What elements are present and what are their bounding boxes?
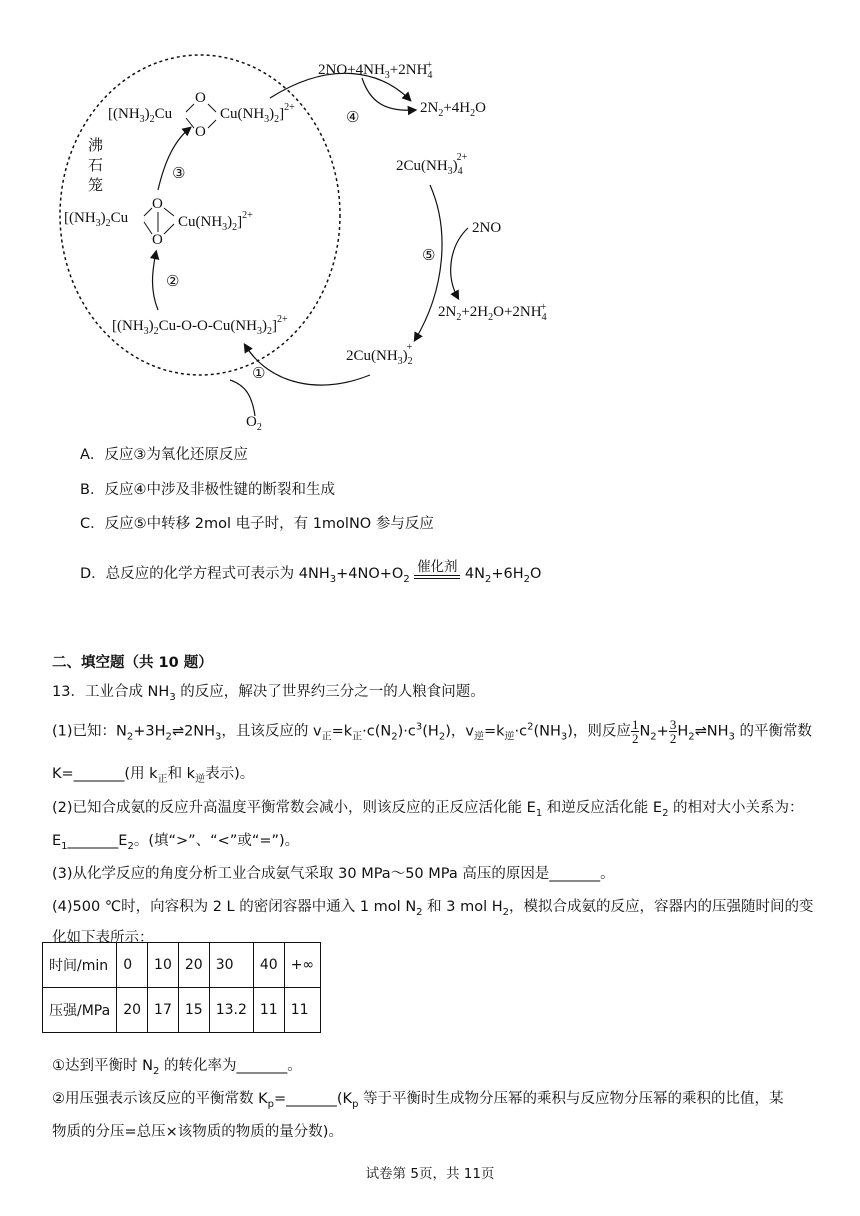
table-cell: 17 xyxy=(148,988,179,1033)
q13-stem: 13．工业合成 $NH_3$ 的反应，解决了世界约三分之一的人粮食问题。 xyxy=(52,684,485,703)
bond-line xyxy=(186,104,194,112)
cage-label-3: 笼 xyxy=(88,176,104,194)
bond-line xyxy=(164,224,174,234)
step-1-label: ① xyxy=(252,366,266,382)
step-3-label: ③ xyxy=(172,166,186,182)
arrow-step5-side xyxy=(451,228,468,298)
step-4-label: ④ xyxy=(346,110,360,126)
mechanism-svg xyxy=(40,40,600,440)
table-cell: 20 xyxy=(178,943,209,988)
table-cell: 0 xyxy=(117,943,148,988)
table-cell: 时间/min xyxy=(43,943,117,988)
mid-dimer-left: [$(NH_3)_2Cu$ xyxy=(64,210,129,229)
q13-part2-line2: $E_1\_\_\_\_\_\_\_E_2$。(填“>”、“<”或“=”)。 xyxy=(52,833,300,852)
page-footer: 试卷第 5页，共 11页 xyxy=(365,1166,495,1182)
mid-dimer-right: $Cu(NH_3)_2]^{2+}$ xyxy=(178,210,253,233)
q13-sub2-line1: ②用压强表示该反应的平衡常数 $K_p=\_\_\_\_\_\_\_(K_p$ 等于平衡时生成物分压幂的乘积与反应物分压幂的乘积的比值，某 xyxy=(52,1091,784,1110)
table-row xyxy=(43,943,321,988)
input-step5: 2NO xyxy=(472,220,502,236)
arrow-step4-side xyxy=(362,78,415,110)
input-step4: $2NO+4NH_3+2NH_4+$ xyxy=(318,60,433,81)
table-cell: 20 xyxy=(117,988,148,1033)
bond-line xyxy=(208,120,216,128)
bond-line xyxy=(186,118,194,128)
output-step5: $2N_2+2H_2O+2NH_4+$ xyxy=(438,302,547,323)
step-5-label: ⑤ xyxy=(422,248,436,264)
o-atom-mid-a: O xyxy=(152,196,163,212)
top-dimer-right: $Cu(NH_3)_2]^{2+}$ xyxy=(220,102,295,125)
option-d-suffix: $4N_2+6H_2O$ xyxy=(464,566,542,585)
bond-line xyxy=(144,222,152,234)
arrow-o2 xyxy=(230,380,255,416)
q13-sub2-line2: 物质的分压=总压×该物质的物质的量分数)。 xyxy=(52,1124,343,1140)
table-cell: 11 xyxy=(284,988,320,1033)
output-step4: $2N_2+4H_2O$ xyxy=(420,100,486,119)
mechanism-diagram xyxy=(40,40,600,440)
pressure-time-table xyxy=(42,942,321,1033)
section-title: 二、填空题（共 10 题） xyxy=(52,655,213,671)
table-cell: 13.2 xyxy=(209,988,253,1033)
bond-line xyxy=(164,208,174,216)
table-cell: 15 xyxy=(178,988,209,1033)
peroxo-complex: $[(NH_3)_2Cu-O-O-Cu(NH_3)_2]^{2+}$ xyxy=(112,314,288,337)
q13-part3: (3)从化学反应的角度分析工业合成氨气采取 30 MPa～50 MPa 高压的原因是_______。 xyxy=(52,866,615,882)
catalyst-equals xyxy=(414,558,460,585)
table-cell: 40 xyxy=(253,943,284,988)
o2-label: $O_2$ xyxy=(246,414,262,433)
catalyst-label: 催化剂 xyxy=(417,558,458,575)
option-a: A．反应③为氧化还原反应 xyxy=(80,447,248,463)
q13-part4-line2: 化如下表所示： xyxy=(52,930,154,946)
q13-part2-line1: (2)已知合成氨的反应升高温度平衡常数会减小，则该反应的正反应活化能 $E_1$ 和逆反应活化能 $E_2$ 的相对大小关系为： xyxy=(52,800,804,819)
q13-part1-line1: (1)已知：$N_2+3H_2\rightleftharpoons 2NH_3$，且该反应的 $v_正=k_正\cdot c(N_2)\cdot c^3(H_2)$，$v_逆=k_逆\cdot c^2(NH_3)$，则反应 $\frac{1}{2}$ $N_2+$ $\frac{3}{2}$ $H_2\rightleftharpoons NH_3$ 的平衡常数 xyxy=(52,717,812,746)
option-d xyxy=(80,558,542,585)
table-cell: 30 xyxy=(209,943,253,988)
table-cell: 10 xyxy=(148,943,179,988)
q13-sub1: ①达到平衡时 $N_2$ 的转化率为_______。 xyxy=(52,1058,302,1077)
bond-line xyxy=(208,104,216,112)
arrow-step2 xyxy=(153,252,159,310)
o-atom-top-b: O xyxy=(195,124,206,140)
cage-label-1: 沸 xyxy=(88,136,104,154)
bond-line xyxy=(144,208,152,216)
option-b: B．反应④中涉及非极性键的断裂和生成 xyxy=(80,482,335,498)
cu-tetraammine: $2Cu(NH_3)_42+$ xyxy=(396,152,468,177)
o-atom-mid-b: O xyxy=(152,232,163,248)
step-2-label: ② xyxy=(166,274,180,290)
o-atom-top-a: O xyxy=(195,90,206,106)
top-dimer-left: [$(NH_3)_2Cu$ xyxy=(108,106,173,125)
option-c: C．反应⑤中转移 2mol 电子时，有 1molNO 参与反应 xyxy=(80,516,434,532)
option-d-prefix: D．总反应的化学方程式可表示为 $4NH_3+4NO+O_2$ xyxy=(80,566,410,585)
table-row xyxy=(43,988,321,1033)
fraction-half: $\frac{1}{2}$ xyxy=(631,717,639,746)
table-cell: +∞ xyxy=(284,943,320,988)
fraction-three-halves: $\frac{3}{2}$ xyxy=(669,717,677,746)
q13-part4-line1: (4)500 ℃时，向容积为 2 L 的密闭容器中通入 1 mol $N_2$ 和 3 mol $H_2$，模拟合成氨的反应，容器内的压强随时间的变 xyxy=(52,899,814,918)
cage-label-2: 石 xyxy=(88,156,104,174)
table-cell: 11 xyxy=(253,988,284,1033)
table-cell: 压强/MPa xyxy=(43,988,117,1033)
q13-part1-line2: K=_______(用 $k_正$和 $k_逆$表示)。 xyxy=(52,766,255,785)
cu-diammine: $2Cu(NH_3)_2+$ xyxy=(346,342,413,367)
